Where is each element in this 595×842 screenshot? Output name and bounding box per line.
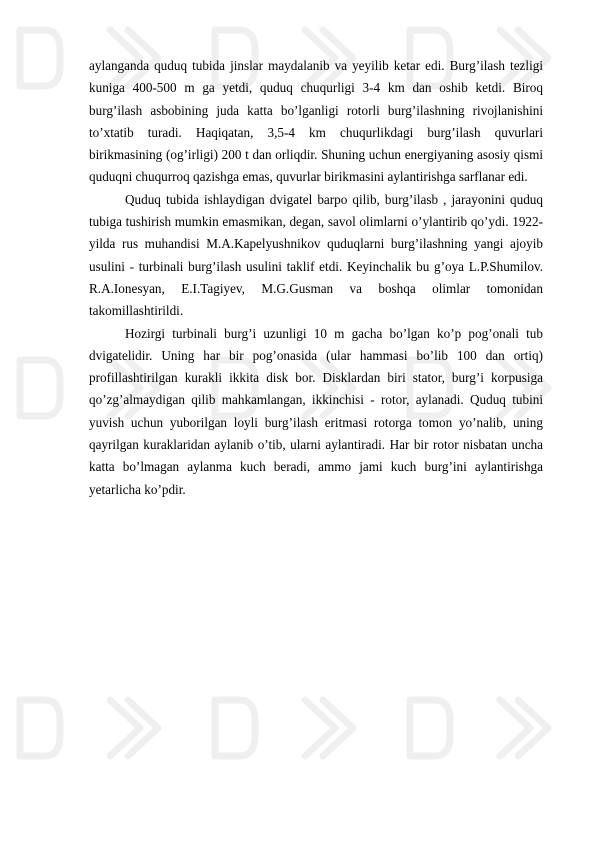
paragraph-modern-turbine: Hozirgi turbinali burg’i uzunligi 10 m gacha bo’lgan ko’p pog’onali tub dvigatelidir. Uning har bir pog’onasida (ular hammasi bo’lib 100 dan ortiq) profillashtirilgan kurakli ikkita disk bor. Disklardan biri stator, burg’i korpusiga qo’zg’almaydigan qilib mahkamlangan, ikkinchisi - rotor, aylanadi. Quduq tubini yuvish uchun yuborilgan loyli burg’ilash eritmasi rotorga tomon yo’nalib, uning qayrilgan kuraklaridan aylanib o’tib, ularni aylantiradi. Har bir rotor nisbatan uncha katta bo’lmagan aylanma kuch beradi, ammo jami kuch burg’ini aylantirishga yetarlicha ko’pdir. [89, 325, 543, 497]
watermark-mark [110, 700, 158, 756]
watermark-mark [410, 700, 450, 756]
watermark-mark [305, 700, 353, 756]
watermark-mark [20, 360, 60, 416]
watermark-mark [500, 700, 548, 756]
paragraph-turbine-idea: Quduq tubida ishlaydigan dvigatel barpo qilib, burg’ilasb , jarayonini quduq tubiga tushirish mumkin emasmikan, degan, savol olimlarni o’ylantirib qo’ydi. 1922-yilda rus muhandisi M.A.Kapelyushnikov quduqlarni burg’ilashning yangi ajoyib usulini - turbinali burg’ilash usulini taklif etdi. Keyinchalik bu g’oya L.P.Shumilov. R.A.Ionesyan, E.I.Tagiyev, M.G.Gusman va boshqa olimlar tomonidan takomillashtirildi. [89, 191, 543, 319]
document-body [89, 55, 543, 501]
watermark-mark [215, 700, 255, 756]
paragraph-continuation: aylanganda quduq tubida jinslar maydalanib va yeyilib ketar edi. Burg’ilash tezligi kuniga 400-500 m ga yetdi, quduq chuqurligi 3-4 km dan oshib ketdi. Biroq burg’ilash asbobining juda katta bo’lganligi rotorli burg’ilashning rivojlanishini to’xtatib turadi. Haqiqatan, 3,5-4 km chuqurlikdagi burg’ilash quvurlari birikmasining (og’irligi) 200 t dan orliqdir. Shuning uchun energiyaning asosiy qismi quduqni chuqurroq qazishga emas, quvurlar birikmasini aylantirishga sarflanar edi. [89, 58, 543, 185]
watermark-mark [20, 700, 60, 756]
watermark-mark [20, 30, 60, 86]
